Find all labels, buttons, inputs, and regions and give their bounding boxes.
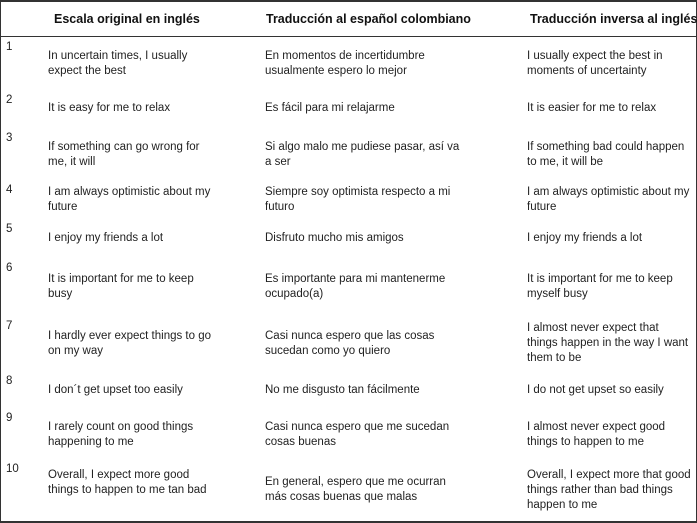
cell-back-translation: If something bad could happen to me, it will be xyxy=(527,141,685,168)
cell-back-translation: Overall, I expect more that good things rather than bad things happen to me xyxy=(527,469,691,511)
row-number: 1 xyxy=(6,41,13,53)
header-spanish-translation: Traducción al español colombiano xyxy=(266,12,471,26)
cell-spanish: Es importante para mi mantenerme ocupado(a) xyxy=(265,273,446,300)
cell-english: Overall, I expect more good things to happen to me tan bad xyxy=(48,469,207,496)
cell-english: It is important for me to keep busy xyxy=(48,273,194,300)
cell-back-translation: It is important for me to keep myself busy xyxy=(527,273,673,300)
cell-english: I don´t get upset too easily xyxy=(48,384,183,396)
row-number: 10 xyxy=(6,463,19,475)
cell-spanish: Siempre soy optimista respecto a mi futuro xyxy=(265,186,451,213)
table-left-border xyxy=(0,0,1,522)
cell-back-translation: I do not get upset so easily xyxy=(527,384,664,396)
cell-english: In uncertain times, I usually expect the best xyxy=(48,50,188,77)
cell-back-translation: I almost never expect good things to happen to me xyxy=(527,421,666,448)
row-number: 4 xyxy=(6,184,13,196)
cell-english: If something can go wrong for me, it will xyxy=(48,141,200,168)
cell-spanish: En momentos de incertidumbre usualmente espero lo mejor xyxy=(265,50,425,77)
cell-back-translation: It is easier for me to relax xyxy=(527,102,657,114)
cell-english: I rarely count on good things happening to me xyxy=(48,421,194,448)
row-number: 2 xyxy=(6,94,13,106)
row-number: 9 xyxy=(6,412,13,424)
cell-spanish: No me disgusto tan fácilmente xyxy=(265,384,420,396)
cell-spanish: Casi nunca espero que me sucedan cosas buenas xyxy=(265,421,450,448)
row-number: 7 xyxy=(6,320,13,332)
row-number: 6 xyxy=(6,262,13,274)
header-back-translation: Traducción inversa al inglés xyxy=(530,12,697,26)
cell-back-translation: I am always optimistic about my future xyxy=(527,186,690,213)
row-number: 3 xyxy=(6,132,13,144)
cell-spanish: Casi nunca espero que las cosas sucedan como yo quiero xyxy=(265,330,435,357)
header-original-english: Escala original en inglés xyxy=(54,12,200,26)
cell-back-translation: I enjoy my friends a lot xyxy=(527,232,643,244)
row-number: 5 xyxy=(6,223,13,235)
cell-spanish: Si algo malo me pudiese pasar, así va a ser xyxy=(265,141,460,168)
table-top-rule xyxy=(0,0,697,2)
cell-english: I am always optimistic about my future xyxy=(48,186,211,213)
row-number: 8 xyxy=(6,375,13,387)
cell-spanish: En general, espero que me ocurran más cosas buenas que malas xyxy=(265,476,446,503)
cell-english: I hardly ever expect things to go on my way xyxy=(48,330,212,357)
cell-english: I enjoy my friends a lot xyxy=(48,232,164,244)
cell-spanish: Es fácil para mi relajarme xyxy=(265,102,395,114)
cell-spanish: Disfruto mucho mis amigos xyxy=(265,232,404,244)
cell-english: It is easy for me to relax xyxy=(48,102,171,114)
cell-back-translation: I almost never expect that things happen in the way I want them to be xyxy=(527,322,689,364)
header-bottom-rule xyxy=(0,36,697,37)
cell-back-translation: I usually expect the best in moments of uncertainty xyxy=(527,50,663,77)
